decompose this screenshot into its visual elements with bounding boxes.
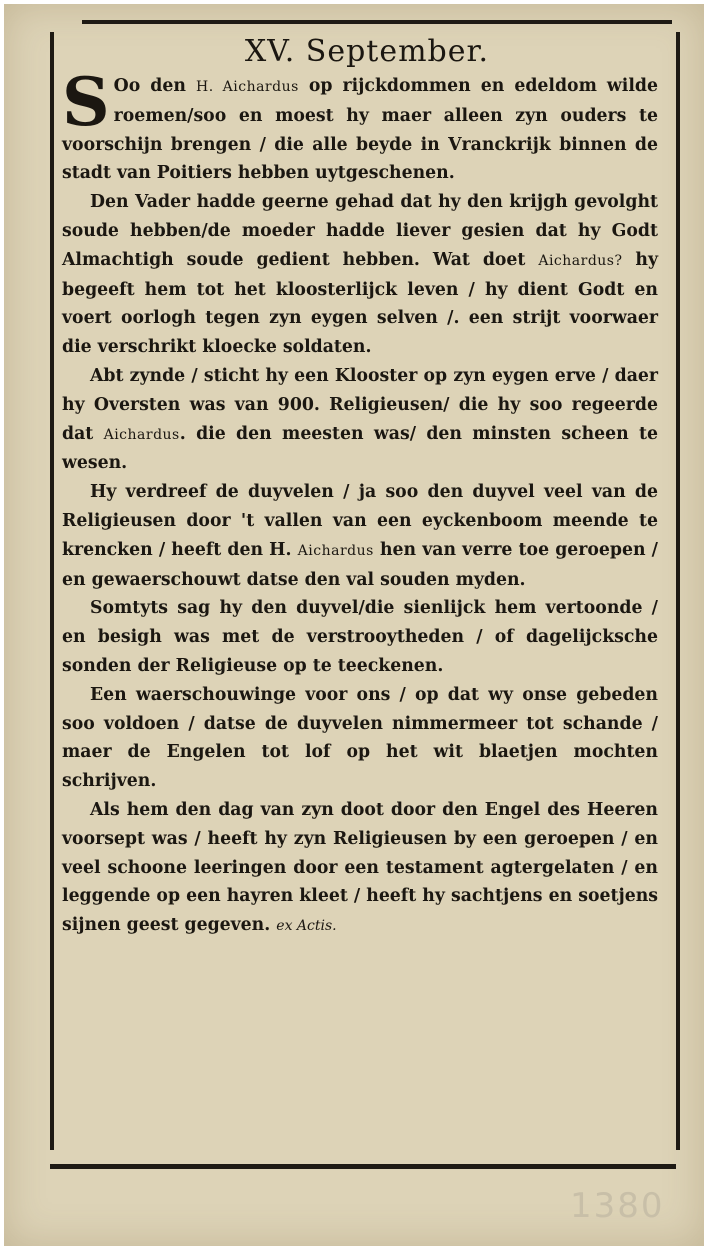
paragraph [62,681,658,796]
paragraph [62,188,658,362]
text-segment: . die den meesten was/ den minsten scheen te wesen. [62,423,658,474]
text-segment: Somtyts sag hy den duyvel/die sienlijck hem vertoonde / en besigh was met de verstrooytheden / of dagelijcksche sonden der Religieuse op te teeckenen. [62,598,658,676]
body-text [62,63,658,941]
top-rule [82,20,672,24]
bottom-rule [50,1164,676,1169]
page-title: XV. September. [244,34,490,69]
paragraph [62,478,658,594]
text-segment: Een waerschouwinge voor ons / op dat wy onse gebeden soo voldoen / datse de duyvelen nimmermeer tot schande / maer de Engelen tot lof op het wit blaetjen mochten schrijven. [62,684,658,792]
paragraph [62,594,658,680]
saint-name: Aichardus [297,542,374,559]
saint-name: H. Aichardus [196,79,299,95]
text-segment: Hy verdreef de duyvelen / ja soo den duyvel veel van de Religieusen door 't vallen van een eyckenboom meende te krencken / heeft den H. [62,482,658,560]
text-segment: hy begeeft hem tot het kloosterlijck leven / hy dient Godt en voert oorlogh tegen zyn eygen selven /. een strijt voorwaer die verschrikt kloecke soldaten. [62,249,658,358]
text-segment: Als hem den dag van zyn doot door den Engel des Heeren voorsept was / heeft hy zyn Religieusen by een geroepen / en veel schoone leeringen door een testament agtergelaten / en leggende op een hayren kleet / heeft hy sachtjens en soetjens sijnen geest gegeven. [62,799,658,936]
paragraph [62,63,658,188]
paragraph [62,362,658,478]
saint-name: Aichardus? [538,252,623,269]
paragraph [62,796,658,941]
archive-number: 1380 [570,1186,665,1226]
text-segment: Oo den [113,76,196,96]
printed-sheet [4,4,704,1246]
saint-name: Aichardus [103,426,180,443]
text-segment: Abt zynde / sticht hy een Klooster op zyn eygen erve / daer hy Oversten was van 900. Religieusen/ die hy soo regeerde dat [62,365,658,444]
text-segment: Den Vader hadde geerne gehad dat hy den krijgh gevolght soude hebben/de moeder hadde liever gesien dat hy Godt Almachtigh soude gedient hebben. Wat doet [62,192,658,270]
text-segment: hen van verre toe geroepen / en gewaerschouwt datse den val souden myden. [62,539,658,590]
drop-cap: S [62,63,110,141]
text-segment: op rijckdommen en edeldom wilde roemen/soo en moest hy maer alleen zyn ouders te voorschijn brengen / die alle beyde in Vranckrijk binnen de stadt van Poitiers hebben uytgeschenen. [62,76,658,184]
source-citation: ex Actis. [276,918,337,935]
